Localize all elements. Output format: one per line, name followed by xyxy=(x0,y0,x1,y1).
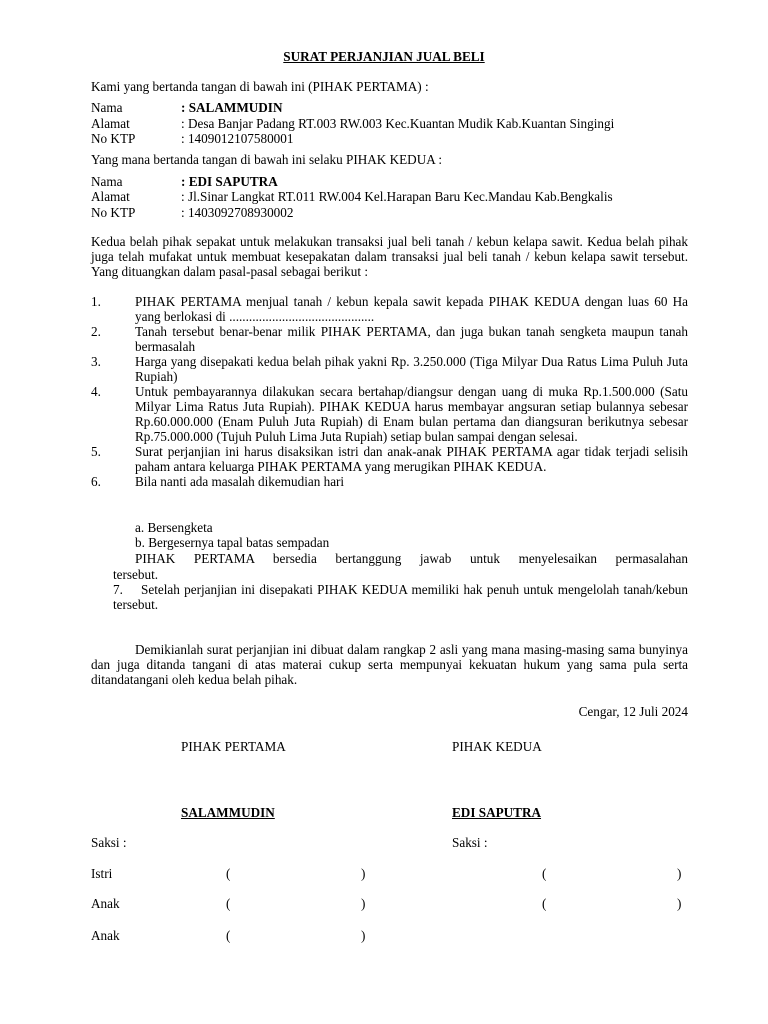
witness-open-paren: ( xyxy=(542,866,547,881)
clause-number: 6. xyxy=(91,474,101,489)
clause-number: 4. xyxy=(91,384,101,399)
clause6-tail-second: tersebut. xyxy=(113,567,159,582)
clause7-number: 7. xyxy=(113,582,123,597)
party1-name-value: : SALAMMUDIN xyxy=(181,100,283,115)
clause-text: Bila nanti ada masalah dikemudian hari xyxy=(135,474,345,489)
party1-ktp-value: : 1409012107580001 xyxy=(181,131,294,146)
clause-number: 3. xyxy=(91,354,101,369)
witness-open-paren: ( xyxy=(226,896,231,911)
clause-item xyxy=(91,444,688,474)
witness-close-paren: ) xyxy=(677,896,682,911)
party1-ktp-label: No KTP xyxy=(91,131,136,146)
party2-name-label: Nama xyxy=(91,174,123,189)
witness-label-right: Saksi : xyxy=(452,835,488,850)
party2-signature-label: PIHAK KEDUA xyxy=(452,739,542,754)
party2-ktp-value: : 1403092708930002 xyxy=(181,205,294,220)
witness-label-left: Saksi : xyxy=(91,835,127,850)
clause-text: PIHAK PERTAMA menjual tanah / kebun kepala sawit kepada PIHAK KEDUA dengan luas 60 Ha yang berlokasi di ............................................ xyxy=(135,294,688,324)
clause7-text: Setelah perjanjian ini disepakati PIHAK KEDUA memiliki hak penuh untuk mengelolah tanah/kebun tersebut. xyxy=(113,582,688,612)
closing-paragraph: Demikianlah surat perjanjian ini dibuat dalam rangkap 2 asli yang mana masing-masing sama bunyinya dan juga ditanda tangani di atas materai cukup serta mempunyai kekuatan hukum yang sama pula serta ditandatangani oleh kedua belah pihak. xyxy=(91,642,688,687)
witness-anak-label: Anak xyxy=(91,928,120,943)
party1-address-value: : Desa Banjar Padang RT.003 RW.003 Kec.Kuantan Mudik Kab.Kuantan Singingi xyxy=(181,116,615,131)
clause6-tail-first: PIHAK PERTAMA bersedia bertanggung jawab untuk menyelesaikan permasalahan xyxy=(135,551,688,566)
witness-close-paren: ) xyxy=(677,866,682,881)
party2-address-value: : Jl.Sinar Langkat RT.011 RW.004 Kel.Harapan Baru Kec.Mandau Kab.Bengkalis xyxy=(181,189,613,204)
clause-number: 2. xyxy=(91,324,101,339)
clause-text: Untuk pembayarannya dilakukan secara bertahap/diangsur dengan uang di muka Rp.1.500.000 (Satu Milyar Lima Ratus Juta Rupiah). PIHAK KEDUA harus membayar angsuran setiap bulannya sebesar Rp.60.000.000 (Enam Puluh Juta Rupiah) di Enam bulan pertama dan diangsuran berikutnya sebesar Rp.75.000.000 (Tujuh Puluh Lima Juta Rupiah) setiap bulan sampai dengan selesai. xyxy=(135,384,688,444)
clause-item xyxy=(91,474,688,489)
clause-number: 1. xyxy=(91,294,101,309)
clause-text: Harga yang disepakati kedua belah pihak yakni Rp. 3.250.000 (Tiga Milyar Dua Ratus Lima Puluh Juta Rupiah) xyxy=(135,354,688,384)
document-title: SURAT PERJANJIAN JUAL BELI xyxy=(283,49,485,64)
clause-item xyxy=(91,324,688,354)
clause-number: 5. xyxy=(91,444,101,459)
party2-ktp-label: No KTP xyxy=(91,205,136,220)
clause-item xyxy=(91,384,688,444)
party1-address-label: Alamat xyxy=(91,116,130,131)
intro-first-party: Kami yang bertanda tangan di bawah ini (PIHAK PERTAMA) : xyxy=(91,79,429,94)
witness-anak-label: Anak xyxy=(91,896,120,911)
witness-close-paren: ) xyxy=(361,866,366,881)
party1-signature-name: SALAMMUDIN xyxy=(181,805,275,820)
party2-signature-name: EDI SAPUTRA xyxy=(452,805,542,820)
clause-item xyxy=(91,294,688,324)
witness-open-paren: ( xyxy=(226,866,231,881)
clause6-sub-b: b. Bergesernya tapal batas sempadan xyxy=(135,535,330,550)
clause-text: Surat perjanjian ini harus disaksikan istri dan anak-anak PIHAK PERTAMA agar tidak terjadi selisih paham antara keluarga PIHAK PERTAMA yang merugikan PIHAK KEDUA. xyxy=(135,444,688,474)
witness-open-paren: ( xyxy=(226,928,231,943)
agreement-paragraph: Kedua belah pihak sepakat untuk melakukan transaksi jual beli tanah / kebun kelapa sawit. Kedua belah pihak juga telah mufakat untuk membuat kesepakatan dalam transaksi jual beli tanah / kebun kelapa sawit tersebut. Yang dituangkan dalam pasal-pasal sebagai berikut : xyxy=(91,234,688,279)
party1-signature-label: PIHAK PERTAMA xyxy=(181,739,286,754)
clause-list xyxy=(91,294,688,489)
witness-open-paren: ( xyxy=(542,896,547,911)
party2-name-value: : EDI SAPUTRA xyxy=(181,174,278,189)
intro-second-party: Yang mana bertanda tangan di bawah ini selaku PIHAK KEDUA : xyxy=(91,152,442,167)
party2-address-label: Alamat xyxy=(91,189,130,204)
clause-text: Tanah tersebut benar-benar milik PIHAK PERTAMA, dan juga bukan tanah sengketa maupun tanah bermasalah xyxy=(135,324,688,354)
witness-close-paren: ) xyxy=(361,928,366,943)
place-date: Cengar, 12 Juli 2024 xyxy=(578,704,688,719)
clause6-sub-a: a. Bersengketa xyxy=(135,520,213,535)
witness-close-paren: ) xyxy=(361,896,366,911)
witness-istri-label: Istri xyxy=(91,866,113,881)
clause-item xyxy=(91,354,688,384)
party1-name-label: Nama xyxy=(91,100,123,115)
